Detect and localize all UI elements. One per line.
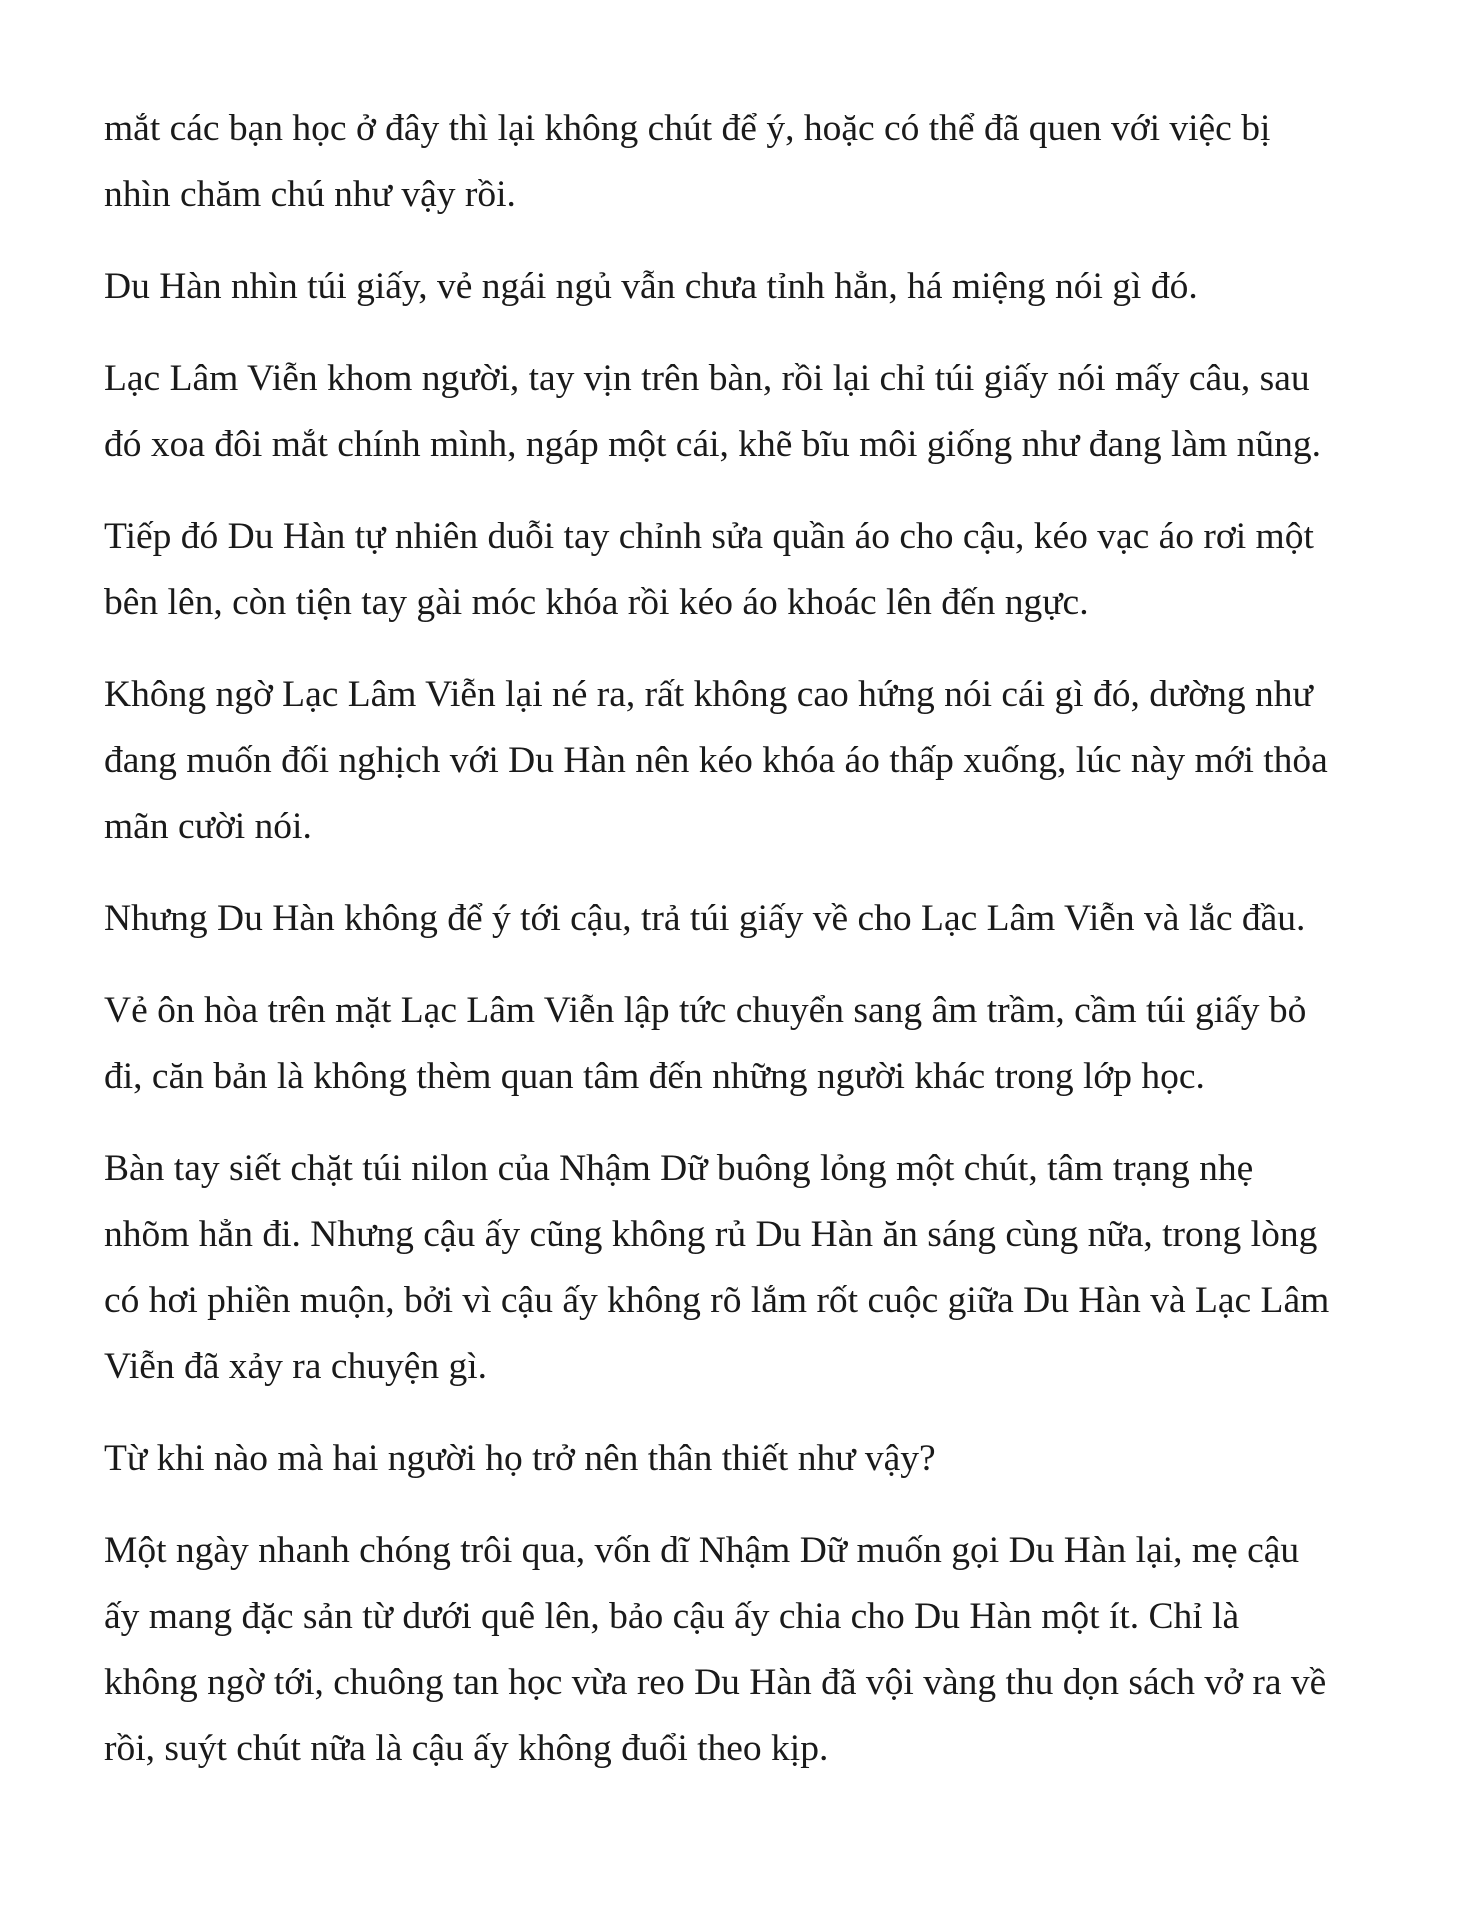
text-line: Lạc Lâm Viễn khom người, tay vịn trên bàn, rồi lại chỉ túi giấy nói mấy câu, sau — [104, 358, 1310, 399]
text-line: mãn cười nói. — [104, 806, 312, 847]
paragraph — [104, 346, 1394, 478]
paragraph — [104, 504, 1394, 636]
text-line: bên lên, còn tiện tay gài móc khóa rồi kéo áo khoác lên đến ngực. — [104, 582, 1089, 623]
text-line: Du Hàn nhìn túi giấy, vẻ ngái ngủ vẫn chưa tỉnh hẳn, há miệng nói gì đó. — [104, 266, 1198, 307]
text-line: Không ngờ Lạc Lâm Viễn lại né ra, rất không cao hứng nói cái gì đó, dường như — [104, 674, 1313, 715]
paragraph — [104, 886, 1394, 952]
text-line: nhìn chăm chú như vậy rồi. — [104, 174, 516, 215]
paragraph — [104, 1518, 1394, 1782]
text-line: Nhưng Du Hàn không để ý tới cậu, trả túi giấy về cho Lạc Lâm Viễn và lắc đầu. — [104, 898, 1306, 939]
text-line: rồi, suýt chút nữa là cậu ấy không đuổi theo kịp. — [104, 1728, 829, 1769]
paragraph — [104, 96, 1394, 228]
paragraph — [104, 978, 1394, 1110]
text-line: Vẻ ôn hòa trên mặt Lạc Lâm Viễn lập tức chuyển sang âm trầm, cầm túi giấy bỏ — [104, 990, 1307, 1031]
text-line: Từ khi nào mà hai người họ trở nên thân thiết như vậy? — [104, 1438, 936, 1479]
text-line: Tiếp đó Du Hàn tự nhiên duỗi tay chỉnh sửa quần áo cho cậu, kéo vạc áo rơi một — [104, 516, 1314, 557]
text-line: Một ngày nhanh chóng trôi qua, vốn dĩ Nhậm Dữ muốn gọi Du Hàn lại, mẹ cậu — [104, 1530, 1300, 1571]
text-line: nhõm hẳn đi. Nhưng cậu ấy cũng không rủ Du Hàn ăn sáng cùng nữa, trong lòng — [104, 1214, 1318, 1255]
text-line: Viễn đã xảy ra chuyện gì. — [104, 1346, 488, 1387]
paragraph — [104, 1136, 1394, 1400]
text-line: ấy mang đặc sản từ dưới quê lên, bảo cậu ấy chia cho Du Hàn một ít. Chỉ là — [104, 1596, 1240, 1637]
text-line: mắt các bạn học ở đây thì lại không chút để ý, hoặc có thể đã quen với việc bị — [104, 108, 1271, 149]
text-line: có hơi phiền muộn, bởi vì cậu ấy không rõ lắm rốt cuộc giữa Du Hàn và Lạc Lâm — [104, 1280, 1330, 1321]
text-line: đó xoa đôi mắt chính mình, ngáp một cái, khẽ bĩu môi giống như đang làm nũng. — [104, 424, 1322, 465]
paragraph — [104, 662, 1394, 860]
text-line: đi, căn bản là không thèm quan tâm đến những người khác trong lớp học. — [104, 1056, 1205, 1097]
document-text-body — [104, 96, 1394, 1808]
text-line: không ngờ tới, chuông tan học vừa reo Du Hàn đã vội vàng thu dọn sách vở ra về — [104, 1662, 1327, 1703]
paragraph — [104, 254, 1394, 320]
text-line: đang muốn đối nghịch với Du Hàn nên kéo khóa áo thấp xuống, lúc này mới thỏa — [104, 740, 1328, 781]
paragraph — [104, 1426, 1394, 1492]
text-line: Bàn tay siết chặt túi nilon của Nhậm Dữ buông lỏng một chút, tâm trạng nhẹ — [104, 1148, 1254, 1189]
